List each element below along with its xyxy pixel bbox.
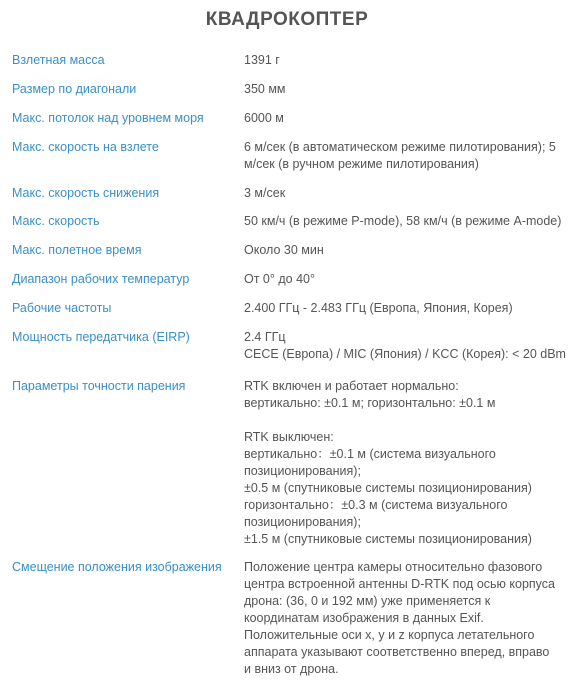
spec-label: Макс. потолок над уровнем моря [12,111,204,125]
spec-value-line: 2.400 ГГц - 2.483 ГГц (Европа, Япония, Корея) [244,301,513,315]
spec-value-line: дрона: (36, 0 и 192 мм) уже применяется к [244,594,491,608]
spec-label: Взлетная масса [12,53,105,67]
spec-label: Смещение положения изображения [12,560,222,574]
spec-label: Рабочие частоты [12,301,112,315]
spec-value-line: 2.4 ГГц [244,330,286,344]
spec-value-line: Около 30 мин [244,243,324,257]
spec-value-line [244,412,569,429]
spec-label: Макс. скорость снижения [12,186,160,200]
spec-value-line: вертикально：±0.1 м (система визуального [244,447,496,461]
spec-value-line: аппарата указывают соответственно вперед, вправо [244,645,550,659]
spec-value-line: 50 км/ч (в режиме P-mode), 58 км/ч (в режиме A-mode) [244,214,562,228]
spec-value-line: Положительные оси x, y и z корпуса летательного [244,628,535,642]
spec-value [244,110,569,127]
spec-value-line: и вниз от дрона. [244,662,339,676]
spec-value [244,300,569,317]
spec-label: Параметры точности парения [12,379,186,393]
page-title: КВАДРОКОПТЕР [205,9,369,30]
spec-value [244,52,569,69]
spec-value-line: 6000 м [244,111,284,125]
spec-value-line: ±0.5 м (спутниковые системы позиционирования) [244,481,532,495]
spec-value-line: вертикально: ±0.1 м; горизонтально: ±0.1 м [244,396,496,410]
spec-value-line: 1391 г [244,53,280,67]
spec-value [244,81,569,98]
spec-value-line: ±1.5 м (спутниковые системы позиционирования) [244,532,532,546]
spec-value-line: Положение центра камеры относительно фазового [244,560,543,574]
spec-value-line: центра встроенной антенны D-RTK под осью корпуса [244,577,555,591]
spec-value-line: RTK включен и работает нормально: [244,379,459,393]
spec-value-line: От 0° до 40° [244,272,315,286]
spec-value [244,378,569,548]
spec-label: Макс. скорость [12,214,100,228]
spec-value [244,559,569,678]
spec-value-line: координатам изображения в данных Exif. [244,611,484,625]
spec-value [244,329,569,363]
spec-label: Диапазон рабочих температур [12,272,190,286]
spec-label: Макс. полетное время [12,243,142,257]
spec-value-line: позиционирования); [244,464,361,478]
spec-value [244,139,569,173]
spec-value [244,185,569,202]
spec-value-line: позиционирования); [244,515,361,529]
spec-label: Макс. скорость на взлете [12,140,159,154]
spec-value-line: 3 м/сек [244,186,286,200]
spec-value-line: 6 м/сек (в автоматическом режиме пилотирования); 5 [244,140,556,154]
spec-value-line: CECE (Европа) / MIC (Япония) / KCC (Корея): < 20 dBm [244,347,566,361]
spec-value-line: 350 мм [244,82,286,96]
spec-value-line: м/сек (в ручном режиме пилотирования) [244,157,479,171]
spec-value [244,271,569,288]
spec-value-line: горизонтально：±0.3 м (система визуального [244,498,508,512]
spec-value-line: RTK выключен: [244,430,334,444]
spec-value [244,242,569,259]
spec-value [244,213,569,230]
spec-label: Размер по диагонали [12,82,137,96]
spec-label: Мощность передатчика (EIRP) [12,330,190,344]
